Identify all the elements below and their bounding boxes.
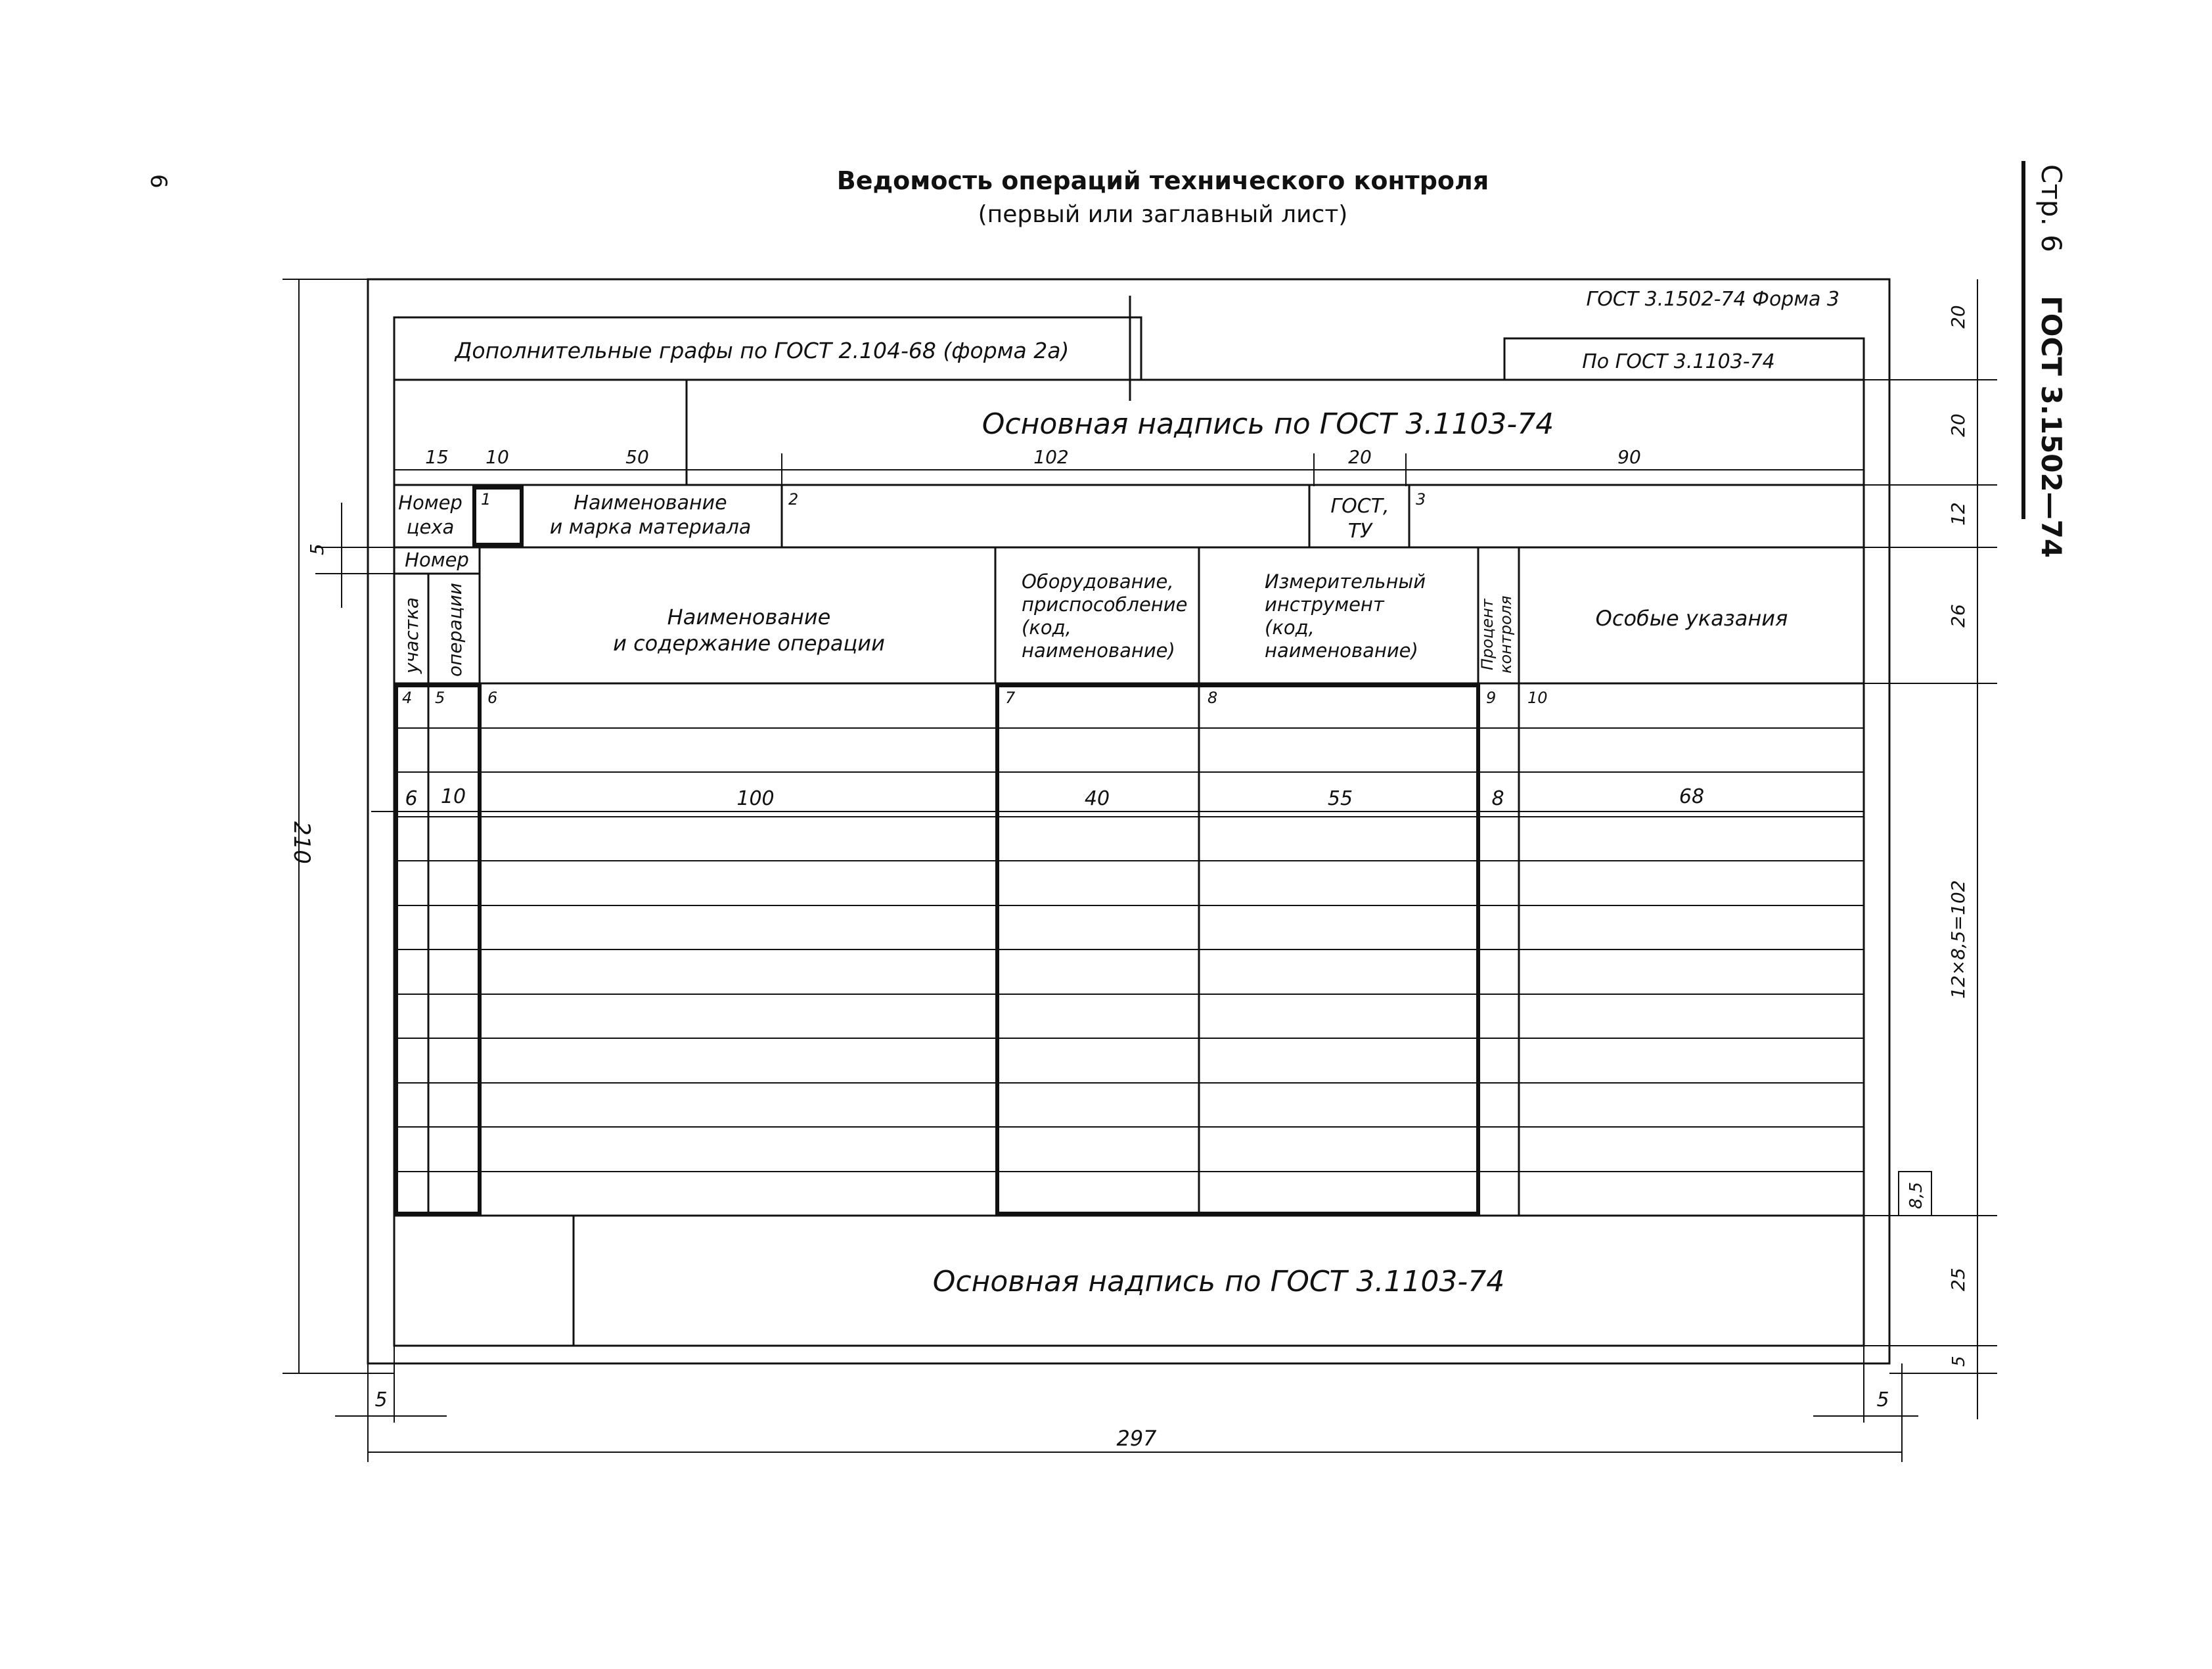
header-equipment-line4: наименование) [1022, 639, 1175, 662]
header-section: участка [401, 597, 422, 674]
per-gost-label: По ГОСТ 3.1103-74 [1582, 350, 1775, 373]
field-1-number: 1 [481, 490, 491, 509]
top-dim-102: 102 [1033, 446, 1069, 468]
header-equipment-line2: приспособление [1022, 593, 1188, 616]
body-dim-55: 55 [1327, 787, 1353, 810]
material-name-line1: Наименование [574, 492, 727, 514]
top-dim-20: 20 [1348, 446, 1372, 468]
page-subtitle: (первый или заглавный лист) [978, 201, 1348, 228]
field-7-number: 7 [1005, 689, 1016, 707]
sheet-frame [368, 279, 1889, 1363]
form-reference: ГОСТ 3.1502-74 Форма 3 [1586, 288, 1840, 311]
field-6-number: 6 [487, 689, 498, 707]
top-dim-90: 90 [1617, 446, 1641, 468]
main-stamp-top-label: Основная надпись по ГОСТ 3.1103-74 [982, 407, 1554, 441]
right-dim-rows: 12×8,5=102 [1947, 880, 1969, 999]
field-2-number: 2 [788, 490, 799, 509]
body-dim-10: 10 [440, 785, 466, 808]
field-3-number: 3 [1416, 490, 1426, 509]
header-percent-line1: Процент [1478, 599, 1497, 670]
header-special: Особые указания [1595, 606, 1788, 631]
right-dim-12: 12 [1947, 502, 1969, 526]
body-dim-8: 8 [1491, 787, 1504, 810]
right-dim-20b: 20 [1947, 413, 1969, 437]
field-8-number: 8 [1208, 689, 1218, 707]
header-percent-line2: контроля [1497, 595, 1515, 674]
right-dim-20a: 20 [1947, 305, 1969, 329]
header-instrument-line1: Измерительный [1265, 570, 1426, 593]
top-dim-10: 10 [485, 446, 509, 468]
extra-columns-label: Дополнительные графы по ГОСТ 2.104-68 (форма 2а) [455, 338, 1070, 363]
height-dim-label: 210 [288, 821, 315, 864]
margin-right-label: 5 [1876, 1388, 1889, 1411]
field-10-number: 10 [1527, 689, 1548, 707]
header-instrument-line3: (код, [1265, 616, 1315, 639]
header-instrument-line4: наименование) [1265, 639, 1418, 662]
header-operation: операции [444, 582, 466, 677]
body-table [394, 683, 1864, 1216]
right-dim-25: 25 [1947, 1268, 1969, 1291]
right-dim-26: 26 [1947, 604, 1969, 628]
page-number-left: 6 [145, 174, 171, 189]
top-dim-50: 50 [625, 446, 649, 468]
side-standard-label: ГОСТ 3.1502—74 [2035, 296, 2067, 559]
gost-tu-line1: ГОСТ, [1330, 495, 1389, 518]
gost-tu-line2: ТУ [1347, 520, 1372, 543]
width-dim-label: 297 [1116, 1426, 1157, 1451]
left-small-dim-label: 5 [306, 543, 328, 555]
header-number: Номер [405, 549, 469, 571]
field-4-number: 4 [402, 689, 413, 707]
top-dim-15: 15 [425, 446, 449, 468]
body-dim-100: 100 [736, 787, 775, 810]
right-dim-8-5: 8,5 [1907, 1181, 1926, 1209]
page-title: Ведомость операций технического контроля [836, 166, 1489, 195]
header-op-name-line1: Наименование [667, 605, 831, 629]
side-page-label: Стр. 6 [2035, 164, 2067, 252]
shop-number-line1: Номер [398, 492, 463, 514]
field-9-number: 9 [1486, 689, 1497, 707]
material-name-line2: и марка материала [549, 516, 752, 539]
shop-number-line2: цеха [406, 516, 455, 538]
right-dim-5: 5 [1949, 1356, 1969, 1367]
body-dim-6: 6 [405, 787, 418, 810]
margin-left-label: 5 [374, 1388, 388, 1411]
header-instrument-line2: инструмент [1265, 593, 1384, 616]
header-op-name-line2: и содержание операции [613, 631, 885, 656]
main-stamp-bottom-label: Основная надпись по ГОСТ 3.1103-74 [932, 1265, 1505, 1298]
field-5-number: 5 [435, 689, 445, 707]
header-equipment-line3: (код, [1022, 616, 1072, 639]
body-dim-68: 68 [1679, 785, 1705, 808]
body-dim-40: 40 [1084, 787, 1110, 810]
header-equipment-line1: Оборудование, [1022, 570, 1174, 593]
